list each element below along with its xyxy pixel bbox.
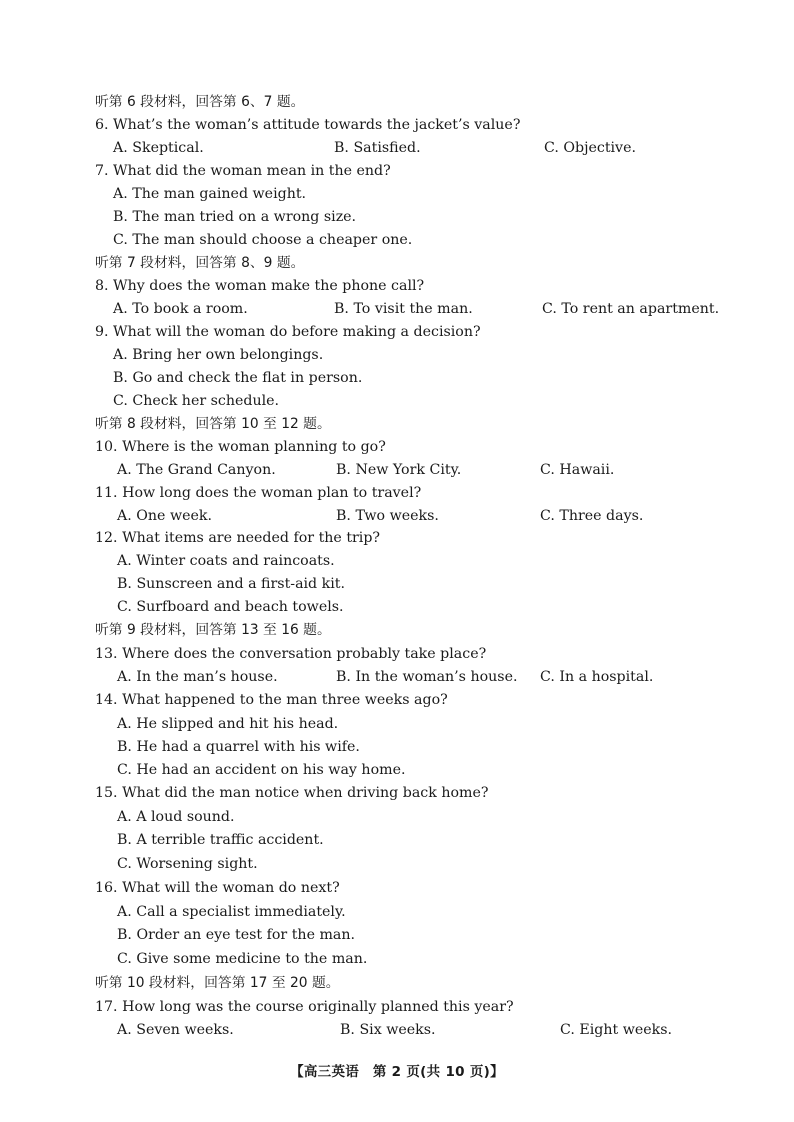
- question-stem: 16. What will the woman do next?: [95, 880, 340, 896]
- option-row: [0, 506, 794, 526]
- question-stem: 7. What did the woman mean in the end?: [95, 163, 391, 179]
- option-b: B. New York City.: [336, 462, 462, 478]
- section-heading: 听第 7 段材料，回答第 8、9 题。: [95, 255, 305, 271]
- page-footer: 【高三英语 第 2 页(共 10 页)】: [290, 1064, 504, 1080]
- option-a: A. He slipped and hit his head.: [117, 716, 339, 732]
- question-stem: 8. Why does the woman make the phone call?: [95, 278, 425, 294]
- question-stem: 6. What’s the woman’s attitude towards the jacket’s value?: [95, 117, 521, 133]
- section-heading: 听第 10 段材料，回答第 17 至 20 题。: [95, 975, 340, 991]
- question-stem: 14. What happened to the man three weeks ago?: [95, 692, 448, 708]
- question-stem: 12. What items are needed for the trip?: [95, 530, 381, 546]
- option-c: C. In a hospital.: [540, 669, 654, 685]
- option-b: B. Order an eye test for the man.: [117, 927, 356, 943]
- option-c: C. Eight weeks.: [560, 1022, 673, 1038]
- option-b: B. He had a quarrel with his wife.: [117, 739, 360, 755]
- option-row: [0, 138, 794, 158]
- option-c: C. The man should choose a cheaper one.: [113, 232, 413, 248]
- option-a: A. Bring her own belongings.: [113, 347, 324, 363]
- option-c: C. Objective.: [544, 140, 636, 156]
- question-stem: 15. What did the man notice when driving back home?: [95, 785, 489, 801]
- question-stem: 10. Where is the woman planning to go?: [95, 439, 386, 455]
- option-b: B. Satisfied.: [334, 140, 421, 156]
- option-c: C. Hawaii.: [540, 462, 615, 478]
- option-b: B. A terrible traffic accident.: [117, 832, 324, 848]
- option-a: A. One week.: [117, 508, 212, 524]
- option-b: B. To visit the man.: [334, 301, 473, 317]
- option-b: B. In the woman’s house.: [336, 669, 518, 685]
- option-c: C. Surfboard and beach towels.: [117, 599, 344, 615]
- option-c: C. Worsening sight.: [117, 856, 258, 872]
- option-a: A. Call a specialist immediately.: [117, 904, 346, 920]
- option-a: A. Winter coats and raincoats.: [117, 553, 335, 569]
- option-b: B. The man tried on a wrong size.: [113, 209, 357, 225]
- option-c: C. Three days.: [540, 508, 644, 524]
- option-c: C. Check her schedule.: [113, 393, 280, 409]
- option-a: A. The Grand Canyon.: [117, 462, 276, 478]
- section-heading: 听第 8 段材料，回答第 10 至 12 题。: [95, 416, 331, 432]
- option-b: B. Sunscreen and a first-aid kit.: [117, 576, 345, 592]
- question-stem: 9. What will the woman do before making a decision?: [95, 324, 481, 340]
- option-a: A. Skeptical.: [113, 140, 204, 156]
- option-a: A. To book a room.: [113, 301, 248, 317]
- option-row: [0, 1020, 794, 1040]
- option-c: C. To rent an apartment.: [542, 301, 720, 317]
- option-row: [0, 460, 794, 480]
- question-stem: 13. Where does the conversation probably take place?: [95, 646, 487, 662]
- option-a: A. In the man’s house.: [117, 669, 278, 685]
- option-c: C. He had an accident on his way home.: [117, 762, 406, 778]
- option-a: A. A loud sound.: [117, 809, 235, 825]
- option-c: C. Give some medicine to the man.: [117, 951, 368, 967]
- option-a: A. The man gained weight.: [113, 186, 307, 202]
- question-stem: 11. How long does the woman plan to travel?: [95, 485, 422, 501]
- option-row: [0, 299, 794, 319]
- option-b: B. Six weeks.: [340, 1022, 436, 1038]
- question-stem: 17. How long was the course originally planned this year?: [95, 999, 514, 1015]
- option-row: [0, 667, 794, 687]
- option-a: A. Seven weeks.: [117, 1022, 234, 1038]
- option-b: B. Go and check the flat in person.: [113, 370, 363, 386]
- section-heading: 听第 6 段材料，回答第 6、7 题。: [95, 94, 305, 110]
- section-heading: 听第 9 段材料，回答第 13 至 16 题。: [95, 622, 331, 638]
- option-b: B. Two weeks.: [336, 508, 439, 524]
